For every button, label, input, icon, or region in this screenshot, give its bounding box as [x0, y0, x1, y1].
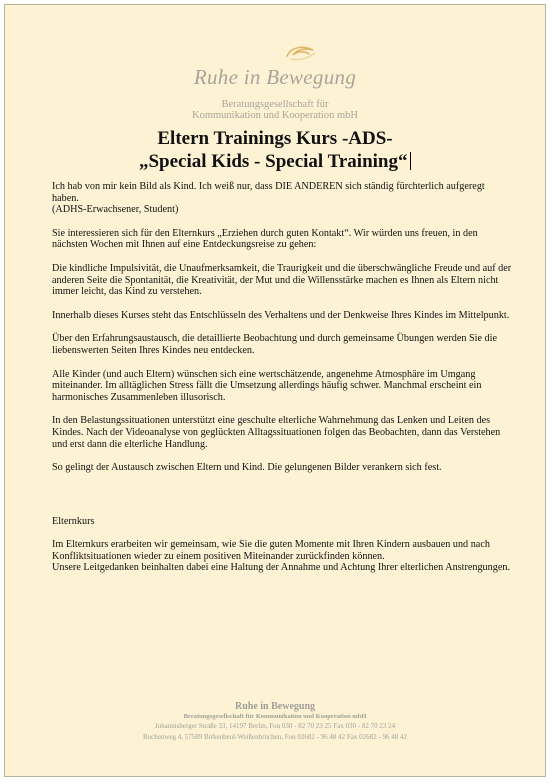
- footer-address-birkenbeul: Buchenweg 4, 57589 Birkenbeul-Weißenbrüchen, Fon 02682 - 96 48 42 Fax 02682 - 96 48 42: [142, 733, 408, 741]
- quote-source: (ADHS-Erwachsener, Student): [52, 204, 179, 216]
- text-cursor: [410, 152, 412, 170]
- quote-paragraph: [52, 181, 512, 216]
- section-text2: Unsere Leitgedanken beinhalten dabei eine Haltung der Annahme und Achtung Ihrer elterlichen Anstrengungen.: [52, 562, 510, 574]
- brand-subtitle-line1: Beratungsgesellschaft für: [221, 99, 329, 110]
- document-page: [4, 4, 546, 777]
- section-paragraph: [52, 539, 512, 574]
- brand-subtitle-line2: Kommunikation und Kooperation mbH: [192, 110, 358, 121]
- footer-name: Ruhe in Bewegung: [234, 701, 315, 712]
- brand-subtitle: [5, 99, 545, 121]
- document-body: [52, 181, 512, 586]
- footer: [5, 701, 545, 743]
- paragraph: Innerhalb dieses Kurses steht das Entschlüsseln des Verhaltens und der Denkweise Ihres Kindes im Mittelpunkt.: [52, 309, 510, 321]
- section-text1: Im Elternkurs erarbeiten wir gemeinsam, wie Sie die guten Momente mit Ihren Kindern ausbauen und nach Konfliktsituationen wieder zu einem positiven Miteinander zurückfinden können.: [52, 539, 490, 562]
- quote-text: Ich hab von mir kein Bild als Kind. Ich weiß nur, dass DIE ANDEREN sich ständig fürchterlich aufgeregt haben.: [52, 181, 485, 204]
- page-title: [5, 127, 545, 173]
- paragraph: So gelingt der Austausch zwischen Eltern und Kind. Die gelungenen Bilder verankern sich fest.: [52, 462, 442, 474]
- paragraph: Sie interessieren sich für den Elternkurs „Erziehen durch guten Kontakt“. Wir würden uns freuen, in den nächsten Wochen mit Ihnen auf eine Entdeckungsreise zu gehen:: [52, 227, 478, 251]
- swirl-logo-icon: [283, 43, 319, 63]
- paragraph: Alle Kinder (und auch Eltern) wünschen sich eine wertschätzende, angenehme Atmosphäre im Umgang miteinander. Im alltäglichen Stress fällt die Umsetzung allerdings häufig schwer. Manchmal erscheint ein harmonisches Zusammenleben illusorisch.: [52, 368, 482, 403]
- paragraph: Über den Erfahrungsaustausch, die detaillierte Beobachtung und durch gemeinsame Übungen werden Sie die liebenswerten Seiten Ihres Kindes neu entdecken.: [52, 333, 497, 356]
- title-line2: [5, 150, 545, 173]
- footer-company: Beratungsgesellschaft für Kommunikation und Kooperation mbH: [183, 713, 367, 720]
- brand-title: Ruhe in Bewegung: [193, 65, 357, 89]
- footer-address-berlin: Johannisberger Straße 33, 14197 Berlin, Fon 030 - 82 70 23 25 Fax 030 - 82 70 23 24: [154, 722, 396, 730]
- section-title: Elternkurs: [52, 515, 95, 527]
- title-line2-text: „Special Kids - Special Training“: [138, 151, 408, 172]
- paragraph: Die kindliche Impulsivität, die Unaufmerksamkeit, die Traurigkeit und die überschwängliche Freude und auf der anderen Seite die Spontanität, die Kreativität, der Mut und die Willensstärke machen es Ihnen als Eltern nicht immer leicht, das Kind zu verstehen.: [52, 262, 512, 298]
- title-line1: Eltern Trainings Kurs -ADS-: [157, 128, 393, 149]
- paragraph: In den Belastungssituationen unterstützt eine geschulte elterliche Wahrnehmung das Lenken und Leiten des Kindes. Nach der Videoanalyse von geglückten Alltagssituationen folgen das Beobachten, dann das Verstehen und erst dann die elterliche Handlung.: [52, 415, 501, 450]
- spacer: [52, 486, 512, 516]
